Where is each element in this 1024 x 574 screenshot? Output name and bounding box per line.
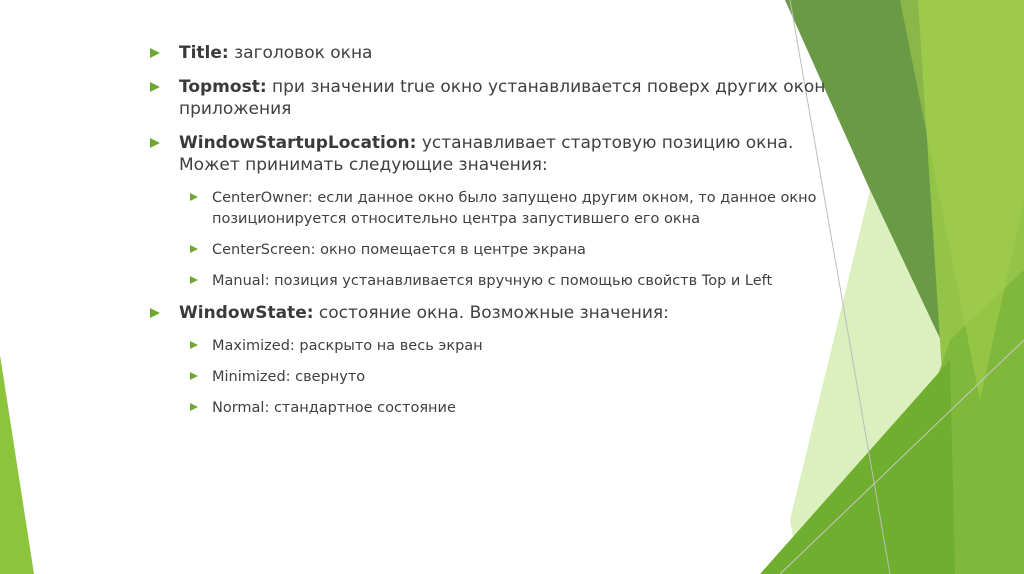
bullet-icon [150, 308, 160, 318]
bullet-icon [190, 276, 198, 284]
slide-content [150, 42, 850, 429]
term-label: WindowStartupLocation: [179, 133, 417, 153]
list-item-title [150, 42, 850, 64]
left-edge-strip [0, 355, 34, 574]
term-label: WindowState: [179, 303, 314, 323]
item-text: заголовок окна [228, 43, 373, 63]
item-text: состояние окна. Возможные значения: [313, 303, 669, 323]
sub-item-normal [150, 398, 850, 419]
item-text: при значении true окно устанавливается поверх других окон приложения [179, 77, 826, 119]
bullet-icon [190, 341, 198, 349]
bullet-icon [190, 193, 198, 201]
bullet-icon [190, 245, 198, 253]
item-text: CenterScreen: окно помещается в центре экрана [212, 242, 586, 258]
sub-item-minimized [150, 367, 850, 388]
bullet-icon [190, 403, 198, 411]
sub-item-manual [150, 271, 850, 292]
term-label: Topmost: [179, 77, 267, 97]
term-label: Title: [179, 43, 229, 63]
sub-item-centerscreen [150, 240, 850, 261]
sub-item-maximized [150, 336, 850, 357]
item-text: CenterOwner: если данное окно было запущено другим окном, то данное окно позиционируется относительно центра запустившего его окна [212, 190, 817, 227]
list-item-windowstartuplocation [150, 132, 850, 176]
sub-item-centerowner [150, 188, 850, 230]
bullet-icon [190, 372, 198, 380]
list-item-windowstate [150, 302, 850, 324]
item-text: Normal: стандартное состояние [212, 400, 456, 416]
bullet-icon [150, 138, 160, 148]
item-text: Maximized: раскрыто на весь экран [212, 338, 483, 354]
item-text: устанавливает стартовую позицию окна. Может принимать следующие значения: [179, 133, 794, 175]
item-text: Minimized: свернуто [212, 369, 366, 385]
list-item-topmost [150, 76, 850, 120]
bullet-icon [150, 82, 160, 92]
bullet-icon [150, 48, 160, 58]
item-text: Manual: позиция устанавливается вручную с помощью свойств Top и Left [212, 273, 773, 289]
